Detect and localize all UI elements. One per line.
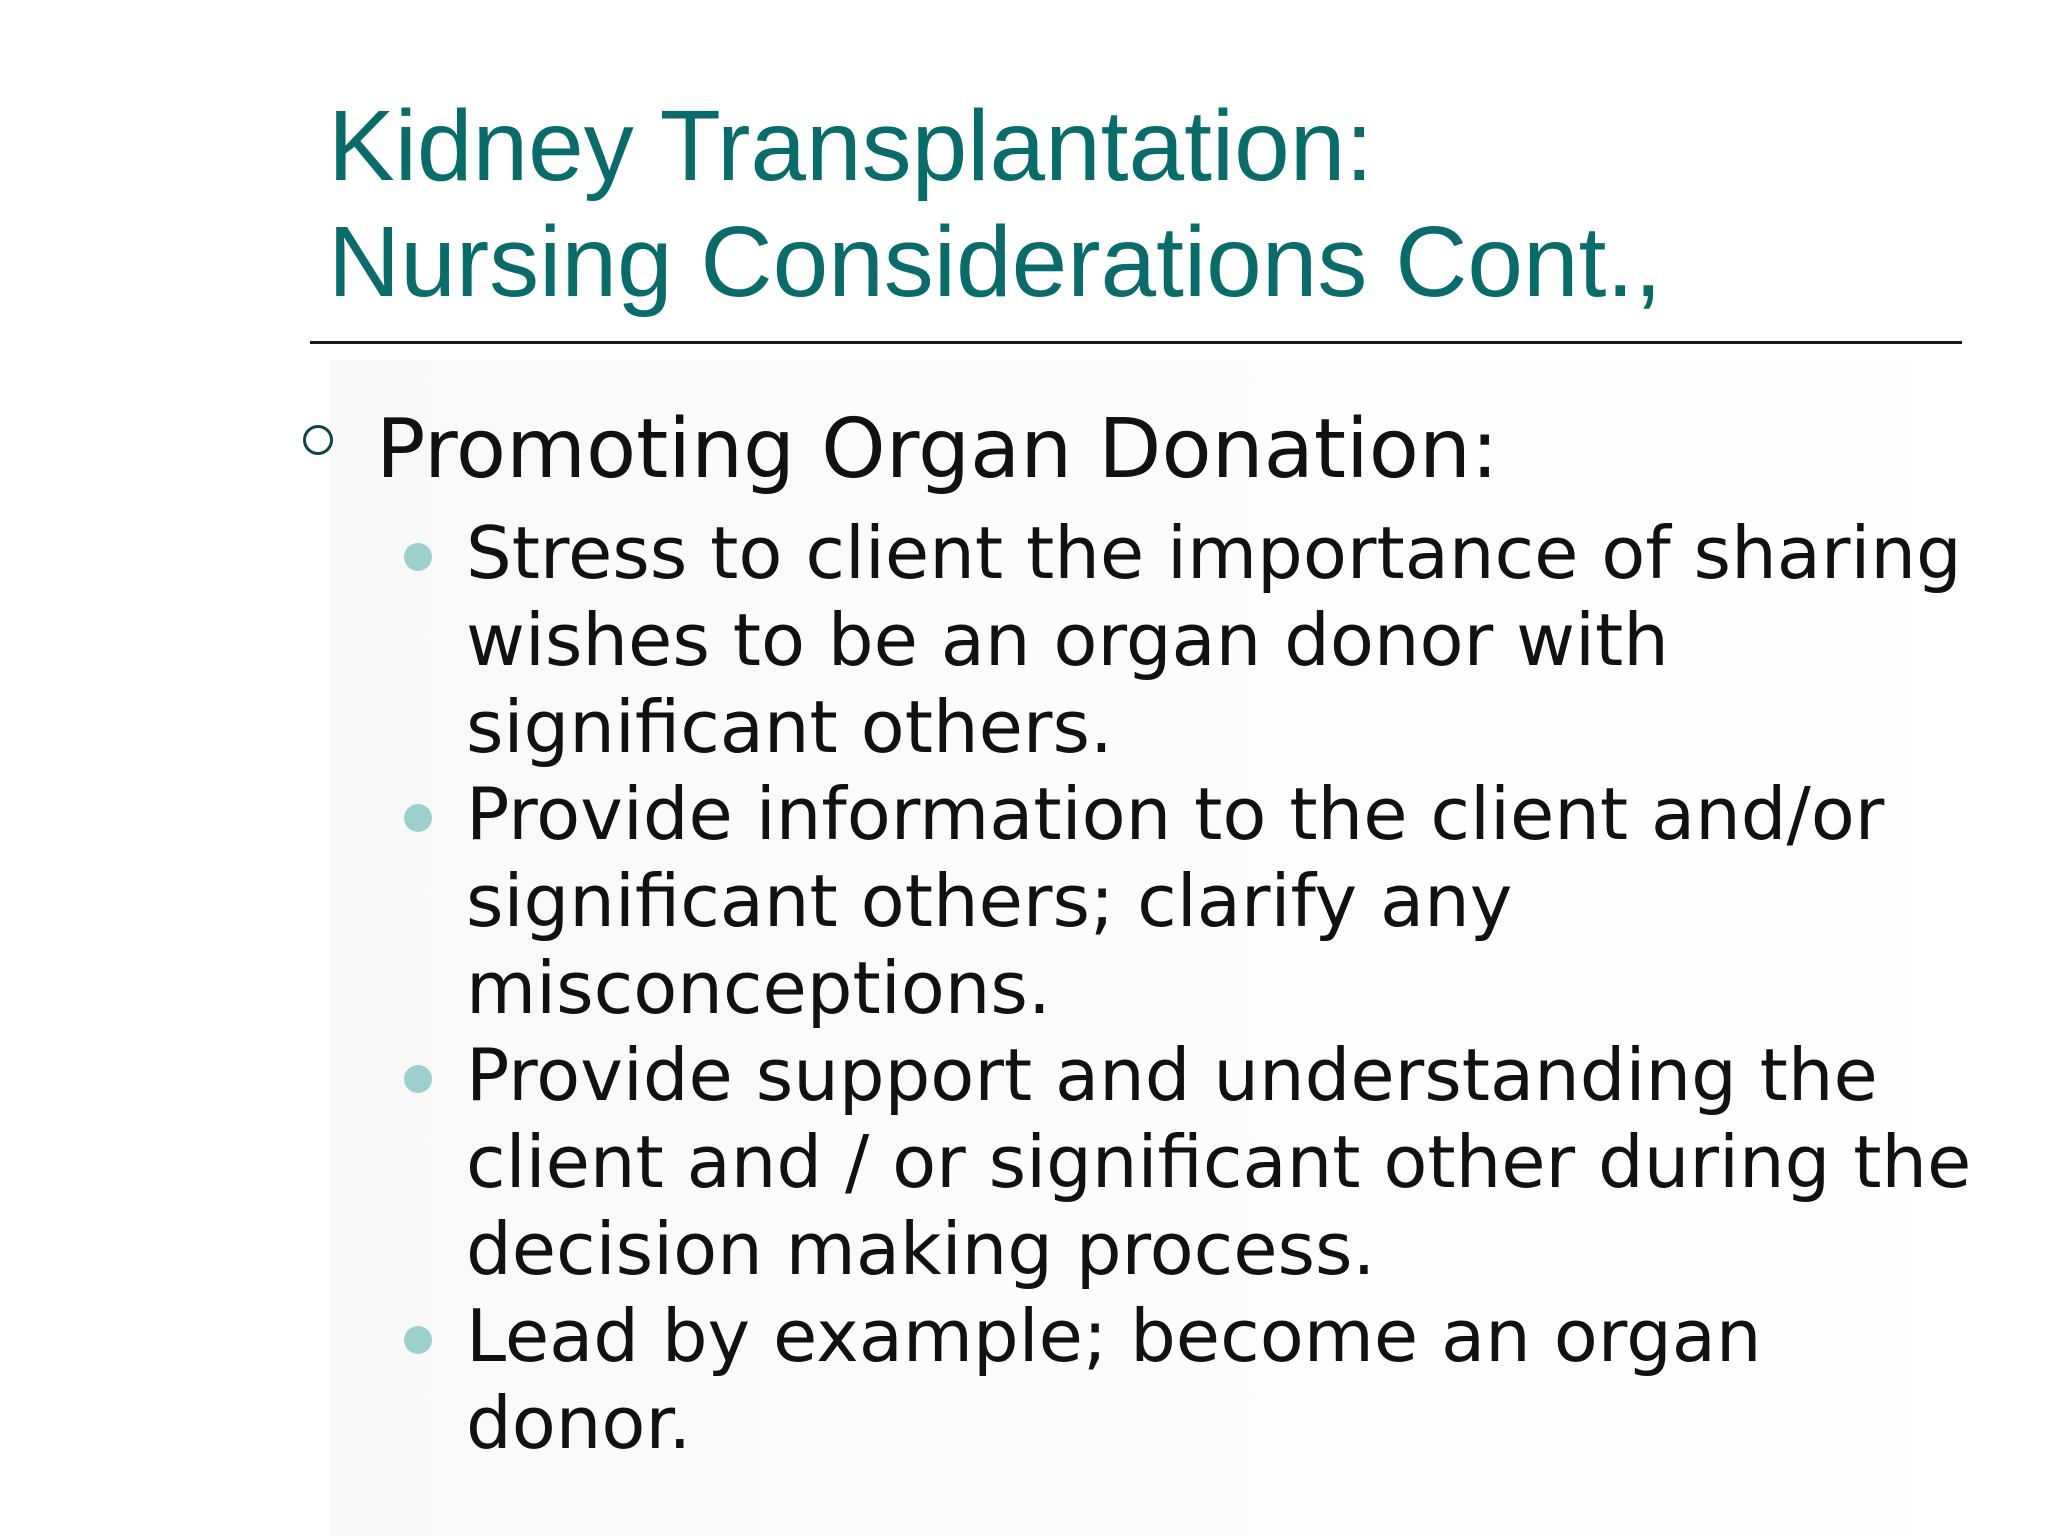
bullet-text — [466, 771, 2030, 1032]
bullet-item — [400, 1032, 2030, 1293]
title-line-1: Kidney Transplantation: — [328, 90, 1374, 202]
bullet-line: decision making process. — [466, 1207, 1376, 1291]
bullet-line: wishes to be an organ donor with — [466, 598, 1669, 682]
filled-circle-bullet-icon — [404, 1326, 432, 1354]
filled-circle-bullet-icon — [404, 543, 432, 571]
bullet-line: significant others; clarify any — [466, 859, 1513, 943]
bullet-list — [400, 510, 2030, 1467]
filled-circle-bullet-icon — [404, 804, 432, 832]
section-heading-item — [296, 395, 1996, 505]
hollow-circle-bullet-icon — [303, 425, 333, 455]
bullet-line: Stress to client the importance of sharing — [466, 511, 1962, 595]
bullet-line: significant others. — [466, 685, 1113, 769]
bullet-line: donor. — [466, 1381, 692, 1465]
title-divider — [310, 341, 1962, 344]
bullet-item — [400, 771, 2030, 1032]
bullet-item — [400, 1293, 2030, 1467]
slide-title — [328, 88, 1978, 320]
bullet-line: Provide support and understanding the — [466, 1033, 1878, 1117]
bullet-line: misconceptions. — [466, 946, 1051, 1030]
bullet-text — [466, 1293, 2030, 1467]
bullet-line: client and / or significant other during the — [466, 1120, 1972, 1204]
section-heading: Promoting Organ Donation: — [376, 402, 1499, 497]
bullet-text — [466, 510, 2030, 771]
bullet-item — [400, 510, 2030, 771]
bullet-line: Lead by example; become an organ — [466, 1294, 1762, 1378]
filled-circle-bullet-icon — [404, 1065, 432, 1093]
bullet-line: Provide information to the client and/or — [466, 772, 1885, 856]
bullet-text — [466, 1032, 2030, 1293]
title-line-2: Nursing Considerations Cont., — [328, 206, 1662, 318]
